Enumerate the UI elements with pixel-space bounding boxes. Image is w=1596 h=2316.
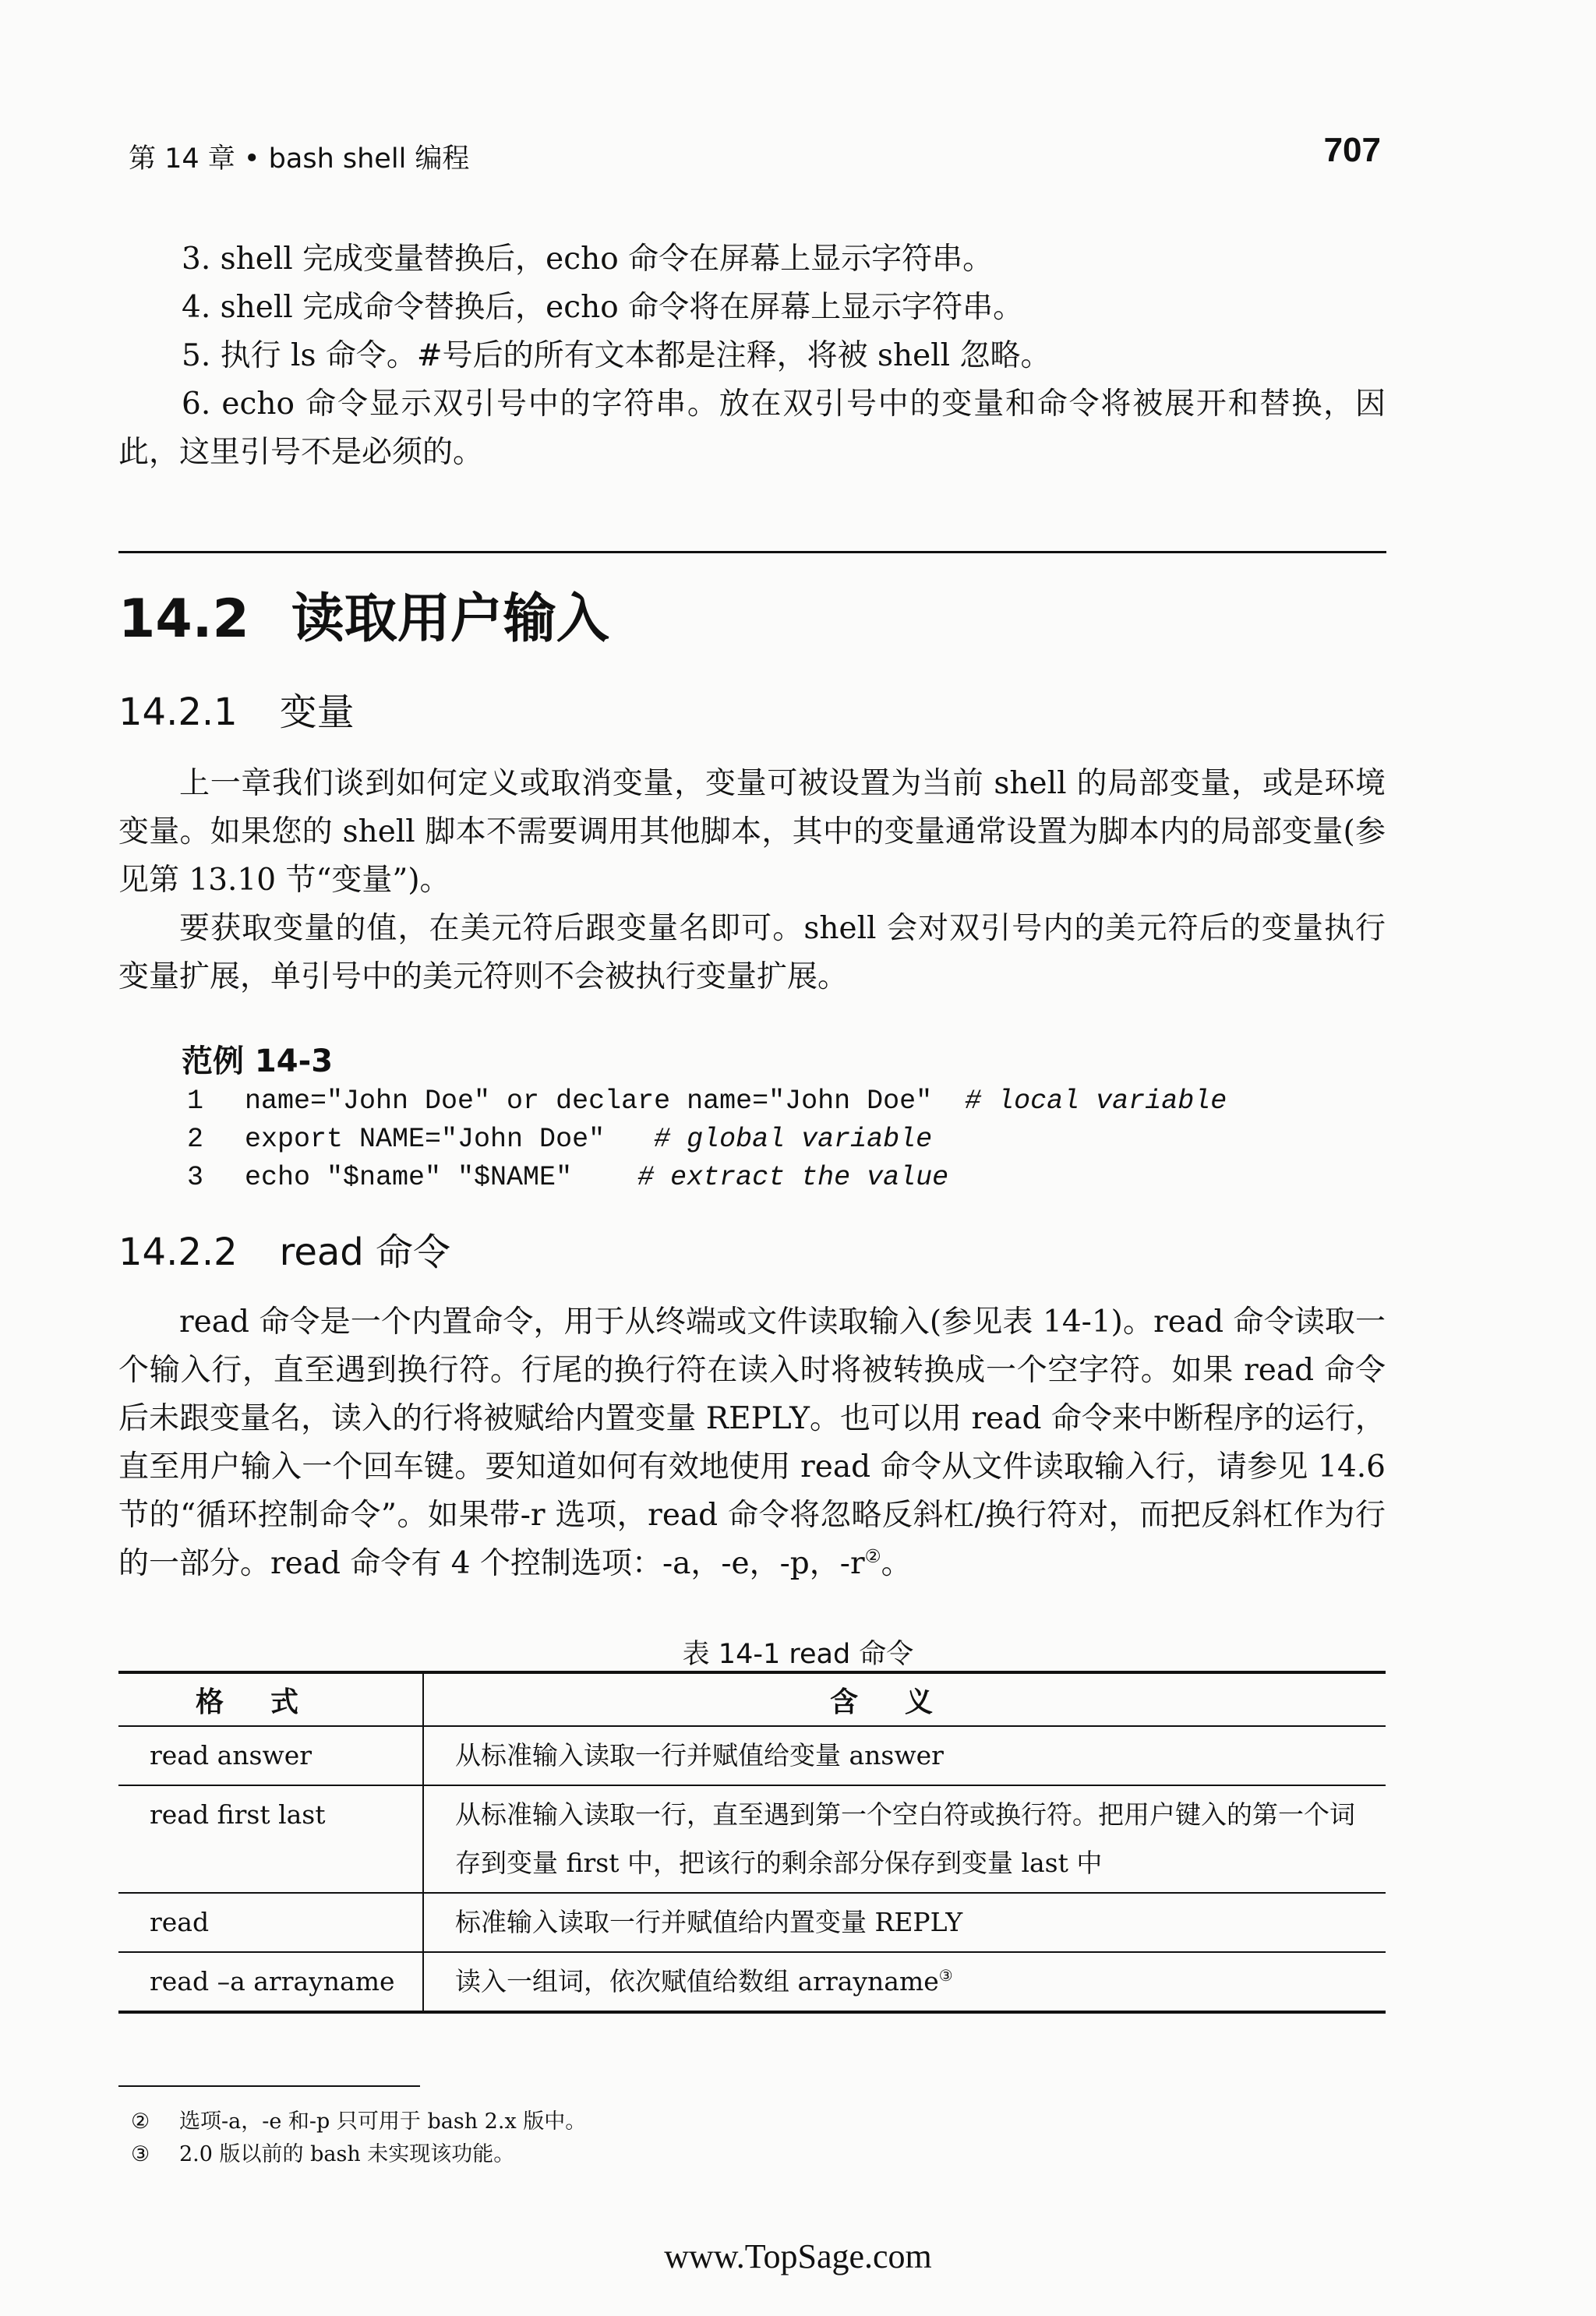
code-line <box>187 1124 932 1155</box>
code-text: export NAME="John Doe" <box>245 1124 655 1155</box>
meaning-cell: 从标准输入读取一行，直至遇到第一个空白符或换行符。把用户键入的第一个词存到变量 first 中，把该行的剩余部分保存到变量 last 中 <box>423 1785 1386 1893</box>
table-row <box>118 1952 1386 2012</box>
line-number: 3 <box>187 1162 204 1193</box>
format-cell: read <box>118 1893 423 1952</box>
running-header <box>129 131 1381 178</box>
footnote <box>131 2137 514 2167</box>
format-cell: read answer <box>118 1726 423 1785</box>
site-watermark: www.TopSage.com <box>664 2237 932 2275</box>
answer-item: 4. shell 完成命令替换后，echo 命令将在屏幕上显示字符串。 <box>182 290 1024 325</box>
body-paragraph: 上一章我们谈到如何定义或取消变量，变量可被设置为当前 shell 的局部变量，或是环境变量。如果您的 shell 脚本不需要调用其他脚本，其中的变量通常设置为脚本内的局部变量(参见第 13.10 节“变量”)。 <box>118 766 1386 898</box>
answer-item: 3. shell 完成变量替换后，echo 命令在屏幕上显示字符串。 <box>182 242 994 277</box>
footnote-ref: ② <box>864 1545 881 1567</box>
footnote-mark: ② <box>131 2109 150 2134</box>
subsection-number: 14.2.2 <box>118 1230 238 1274</box>
running-head: 第 14 章 • bash shell 编程 <box>129 143 470 175</box>
paragraph-end: 。 <box>881 1546 912 1581</box>
line-number: 2 <box>187 1124 204 1155</box>
body-paragraph: 要获取变量的值，在美元符后跟变量名即可。shell 会对双引号内的美元符后的变量执行变量扩展，单引号中的美元符则不会被执行变量扩展。 <box>118 911 1386 994</box>
read-command-table <box>118 1671 1386 2014</box>
footnote-text: 2.0 版以前的 bash 未实现该功能。 <box>179 2142 515 2166</box>
footnote-mark: ③ <box>131 2142 150 2166</box>
footnote <box>131 2104 586 2134</box>
meaning-cell: 从标准输入读取一行并赋值给变量 answer <box>423 1726 1386 1785</box>
code-comment: # global variable <box>654 1124 933 1155</box>
meaning-cell <box>423 1952 1386 2012</box>
page-number: 707 <box>1323 131 1381 169</box>
format-cell: read first last <box>118 1785 423 1893</box>
body-paragraph <box>118 1298 1386 1588</box>
subsection-title: read 命令 <box>279 1230 451 1274</box>
footnote-text: 选项-a，-e 和-p 只可用于 bash 2.x 版中。 <box>179 2109 587 2134</box>
paragraph-text: read 命令是一个内置命令，用于从终端或文件读取输入(参见表 14-1)。read 命令读取一个输入行，直至遇到换行符。行尾的换行符在读入时将被转换成一个空字符。如果 read 命令后未跟变量名，读入的行将被赋给内置变量 REPLY。也可以用 read 命令来中断程序的运行，直至用户输入一个回车键。要知道如何有效地使用 read 命令从文件读取输入行，请参见 14.6 节的“循环控制命令”。如果带-r 选项，read 命令将忽略反斜杠/换行符对，而把反斜杠作为行的一部分。read 命令有 4 个控制选项：-a，-e，-p，-r <box>118 1305 1386 1581</box>
code-line <box>187 1162 948 1193</box>
table-caption: 表 14-1 read 命令 <box>682 1639 914 1670</box>
code-line <box>187 1086 1227 1117</box>
meaning-cell: 标准输入读取一行并赋值给内置变量 REPLY <box>423 1893 1386 1952</box>
table-header-row <box>118 1672 1386 1726</box>
code-text: echo "$name" "$NAME" <box>245 1162 638 1193</box>
subsection-number: 14.2.1 <box>118 690 238 734</box>
section-title: 读取用户输入 <box>291 588 609 650</box>
answer-item: 5. 执行 ls 命令。#号后的所有文本都是注释，将被 shell 忽略。 <box>182 338 1051 373</box>
format-cell: read –a arrayname <box>118 1952 423 2012</box>
footnote-rule <box>118 2085 420 2087</box>
subsection-heading <box>118 682 355 736</box>
column-header-format: 格式 <box>118 1672 423 1726</box>
subsection-heading <box>118 1222 450 1276</box>
line-number: 1 <box>187 1086 204 1117</box>
section-heading <box>118 577 609 652</box>
table-row <box>118 1785 1386 1893</box>
code-text: name="John Doe" or declare name="John Doe" <box>245 1086 966 1117</box>
section-rule <box>118 551 1386 553</box>
subsection-title: 变量 <box>279 690 355 734</box>
example-title: 范例 14-3 <box>182 1043 334 1079</box>
answer-item: 6. echo 命令显示双引号中的字符串。放在双引号中的变量和命令将被展开和替换，因此，这里引号不是必须的。 <box>118 387 1386 470</box>
table-row <box>118 1726 1386 1785</box>
code-comment: # extract the value <box>637 1162 949 1193</box>
section-number: 14.2 <box>118 588 249 650</box>
code-comment: # local variable <box>965 1086 1227 1117</box>
column-header-meaning: 含义 <box>423 1672 1386 1726</box>
table-row <box>118 1893 1386 1952</box>
footnote-ref: ③ <box>938 1967 953 1985</box>
meaning-text: 读入一组词，依次赋值给数组 arrayname <box>455 1966 939 1996</box>
